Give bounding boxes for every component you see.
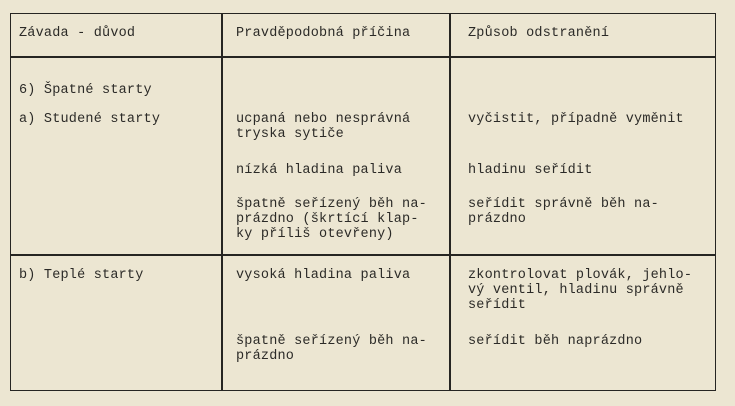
remedy-cell: seřídit správně běh na- prázdno [468,197,659,227]
remedy-cell: hladinu seřídit [468,163,593,178]
section-divider [10,254,716,256]
fault-warm-starts: b) Teplé starty [19,268,144,283]
header-divider [10,56,716,58]
remedy-cell: vyčistit, případně vyměnit [468,112,684,127]
column-divider-2 [449,13,451,391]
fault-title-bad-starts: 6) Špatné starty [19,83,152,98]
remedy-cell: seřídit běh naprázdno [468,334,643,349]
header-cell-fault: Závada - důvod [19,26,136,41]
cause-cell: špatně seřízený běh na- prázdno (škrtící klap- ky příliš otevřeny) [236,197,427,242]
fault-cold-starts: a) Studené starty [19,112,161,127]
header-cell-probable-cause: Pravděpodobná příčina [236,26,411,41]
column-divider-1 [221,13,223,391]
cause-cell: ucpaná nebo nesprávná tryska sytiče [236,112,411,142]
cause-cell: vysoká hladina paliva [236,268,411,283]
cause-cell: nízká hladina paliva [236,163,403,178]
cause-cell: špatně seřízený běh na- prázdno [236,334,427,364]
header-cell-remedy: Způsob odstranění [468,26,610,41]
remedy-cell: zkontrolovat plovák, jehlo- vý ventil, hladinu správně seřídit [468,268,693,313]
